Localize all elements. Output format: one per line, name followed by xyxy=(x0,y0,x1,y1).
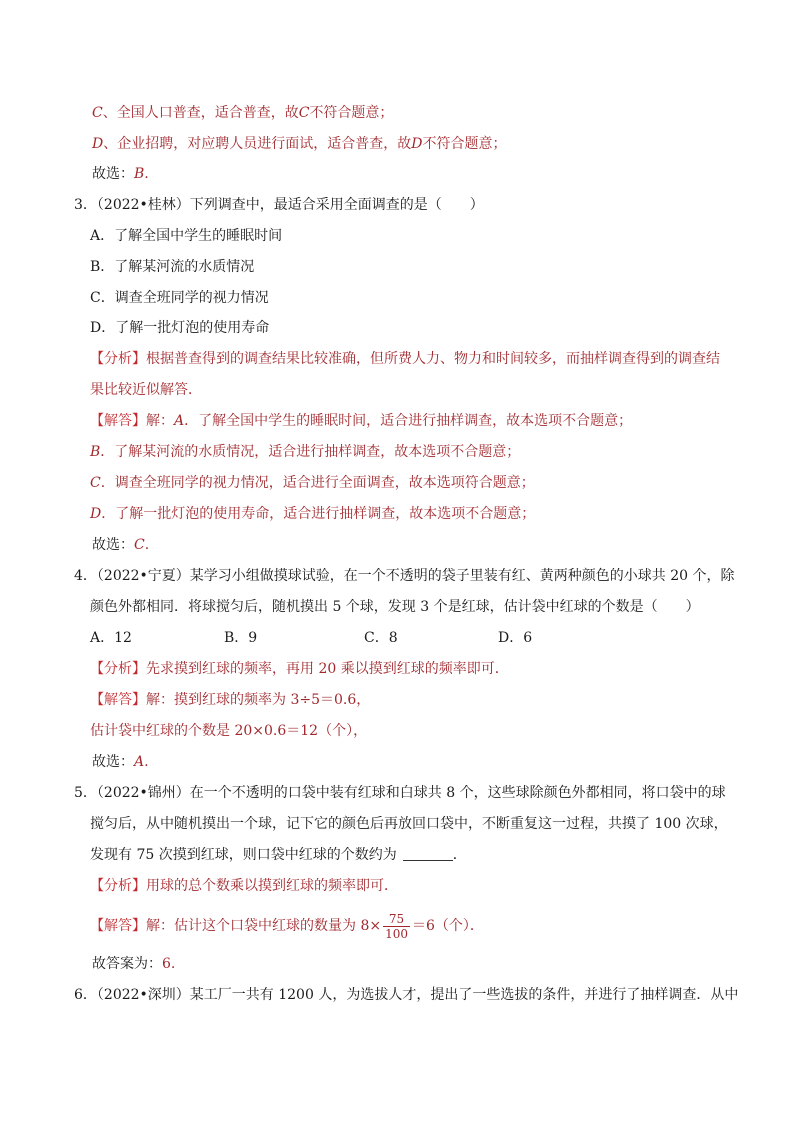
q5-answer: 【解答】解：估计这个口袋中红球的数量为 8× $\frac{75}{100}$ ＝6（个）． xyxy=(90,911,484,941)
answer-tag: 【解答】 xyxy=(90,918,146,934)
q4-analysis: 【分析】先求摸到红球的频率，再用 20 乘以摸到红球的频率即可． xyxy=(90,661,509,677)
q3-stem: 3．（2022•桂林）下列调查中，最适合采用全面调查的是（ ） xyxy=(74,197,484,213)
fraction-denominator: 100 xyxy=(385,926,408,941)
answer-blank xyxy=(403,846,453,861)
q3-option-d: D．了解一批灯泡的使用寿命 xyxy=(90,320,270,336)
q5-stem-line-2: 搅匀后，从中随机摸出一个球，记下它的颜色后再放回口袋中，不断重复这一过程，共摸了 100 次球， xyxy=(90,816,728,832)
q3-analysis-line-1: 【分析】根据普查得到的调查结果比较准确，但所费人力、物力和时间较多，而抽样调查得到的调查结 xyxy=(90,351,720,367)
q3-analysis-line-2: 果比较近似解答． xyxy=(90,382,202,398)
q3-final-choice: 故选：C. xyxy=(92,537,150,553)
q4-stem-line-1: 4．（2022•宁夏）某学习小组做摸球试验，在一个不透明的袋子里装有红、黄两种颜色的小球共 20 个，除 xyxy=(74,568,735,584)
q2-option-d-explanation: D、企业招聘，对应聘人员进行面试，适合普查，故D不符合题意； xyxy=(92,136,507,152)
answer-tag: 【解答】 xyxy=(90,692,146,708)
q3-option-c: C．调查全班同学的视力情况 xyxy=(90,290,269,306)
q3-option-b: B．了解某河流的水质情况 xyxy=(90,259,255,275)
analysis-tag: 【分析】 xyxy=(90,351,146,367)
q4-answer-line-1: 【解答】解：摸到红球的频率为 3÷5＝0.6， xyxy=(90,692,371,708)
q5-analysis: 【分析】用球的总个数乘以摸到红球的频率即可． xyxy=(90,878,398,894)
fraction-numerator: 75 xyxy=(383,912,410,927)
q2-final-choice: 故选：B. xyxy=(92,166,149,182)
q6-stem-line-1: 6．（2022•深圳）某工厂一共有 1200 人，为选拔人才，提出了一些选拔的条件，并进行了抽样调查．从中 xyxy=(74,987,739,1003)
answer-tag: 【解答】 xyxy=(90,413,146,429)
fraction xyxy=(383,912,410,941)
analysis-tag: 【分析】 xyxy=(90,661,146,677)
q3-solution-b: B．了解某河流的水质情况，适合进行抽样调查，故本选项不合题意； xyxy=(90,444,521,460)
q4-stem-line-2: 颜色外都相同．将球搅匀后，随机摸出 5 个球，发现 3 个是红球，估计袋中红球的个数是（ ） xyxy=(90,599,700,615)
analysis-tag: 【分析】 xyxy=(90,878,146,894)
q5-fill-answer: 故答案为：6. xyxy=(92,956,176,972)
q3-solution-c: C．调查全班同学的视力情况，适合进行全面调查，故本选项符合题意； xyxy=(90,475,535,491)
q5-stem-line-3: 发现有 75 次摸到红球，则口袋中红球的个数约为 ． xyxy=(90,847,467,863)
q4-answer-line-2: 估计袋中红球的个数是 20×0.6＝12（个）， xyxy=(90,723,368,739)
q5-stem-line-1: 5．（2022•锦州）在一个不透明的口袋中装有红球和白球共 8 个，这些球除颜色外都相同，将口袋中的球 xyxy=(74,785,726,801)
q4-option-d: D．6 xyxy=(498,630,533,646)
q3-solution-d: D．了解一批灯泡的使用寿命，适合进行抽样调查，故本选项不合题意； xyxy=(90,506,536,522)
q4-option-a: A．12 xyxy=(90,630,132,646)
q4-option-c: C．8 xyxy=(364,630,398,646)
q3-option-a: A．了解全国中学生的睡眠时间 xyxy=(90,228,283,244)
q3-solution-a: 【解答】解：A．了解全国中学生的睡眠时间，适合进行抽样调查，故本选项不合题意； xyxy=(90,413,633,429)
q4-final-choice: 故选：A. xyxy=(92,754,149,770)
q2-option-c-explanation: C、全国人口普查，适合普查，故C不符合题意； xyxy=(92,105,394,121)
q4-option-b: B．9 xyxy=(224,630,258,646)
